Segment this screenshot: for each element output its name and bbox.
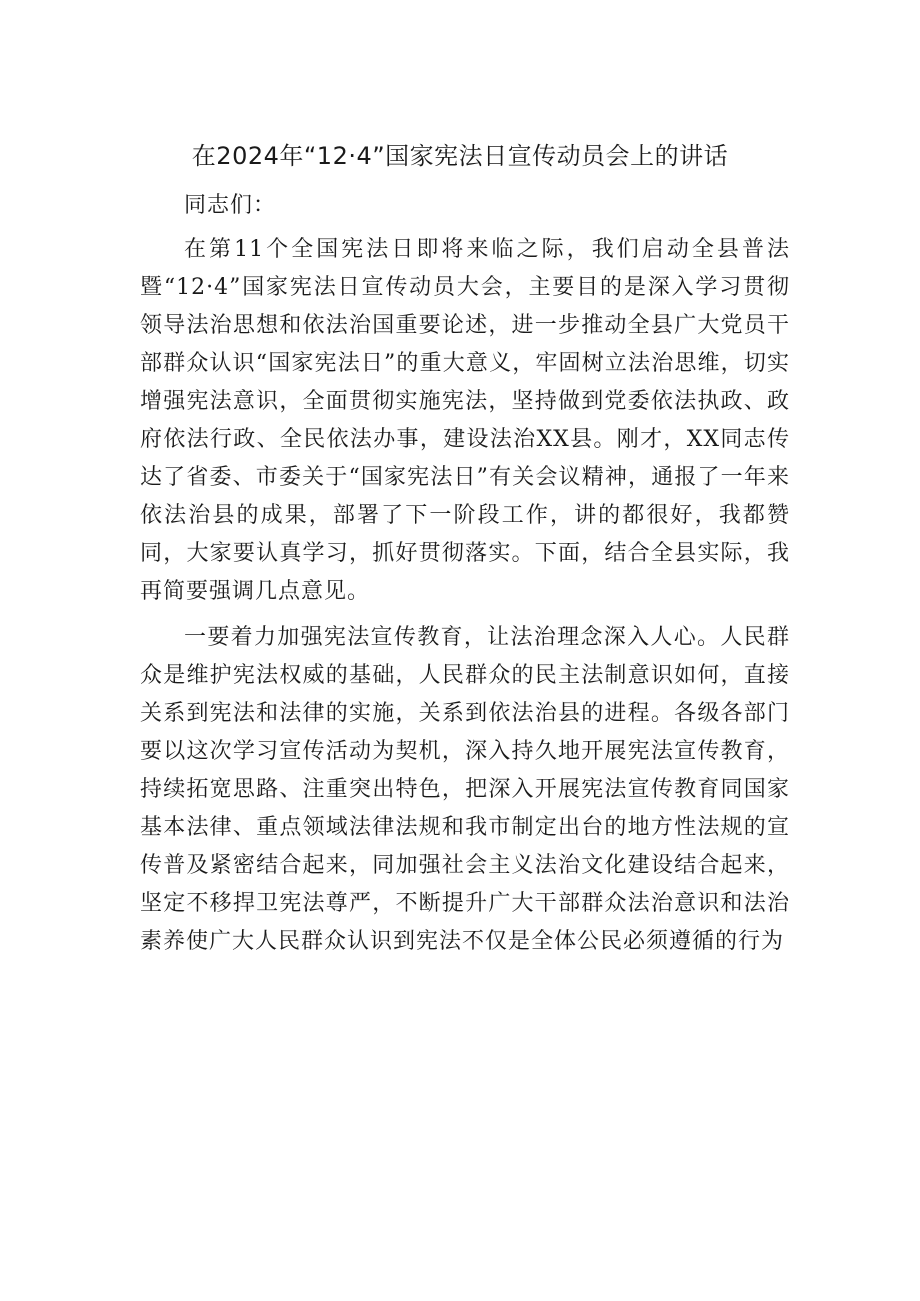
document-body	[140, 187, 790, 969]
paragraph-opening: 在第11个全国宪法日即将来临之际，我们启动全县普法暨“12·4”国家宪法日宣传动员大会，主要目的是深入学习贯彻领导法治思想和依法治国重要论述，进一步推动全县广大党员干部群众认识“国家宪法日”的重大意义，牢固树立法治思维，切实增强宪法意识，全面贯彻实施宪法，坚持做到党委依法执政、政府依法行政、全民依法办事，建设法治XX县。刚才，XX同志传达了省委、市委关于“国家宪法日”有关会议精神，通报了一年来依法治县的成果，部署了下一阶段工作，讲的都很好，我都赞同，大家要认真学习，抓好贯彻落实。下面，结合全县实际，我再简要强调几点意见。	[140, 237, 790, 604]
paragraph-point-one: 一要着力加强宪法宣传教育，让法治理念深入人心。人民群众是维护宪法权威的基础，人民群众的民主法制意识如何，直接关系到宪法和法律的实施，关系到依法治县的进程。各级各部门要以这次学习宣传活动为契机，深入持久地开展宪法宣传教育，持续拓宽思路、注重突出特色，把深入开展宪法宣传教育同国家基本法律、重点领域法律法规和我市制定出台的地方性法规的宣传普及紧密结合起来，同加强社会主义法治文化建设结合起来，坚定不移捍卫宪法尊严，不断提升广大干部群众法治意识和法治素养使广大人民群众认识到宪法不仅是全体公民必须遵循的行为	[140, 625, 790, 954]
salutation: 同志们：	[184, 193, 277, 218]
document-title: 在2024年“12·4”国家宪法日宣传动员会上的讲话	[191, 142, 729, 170]
